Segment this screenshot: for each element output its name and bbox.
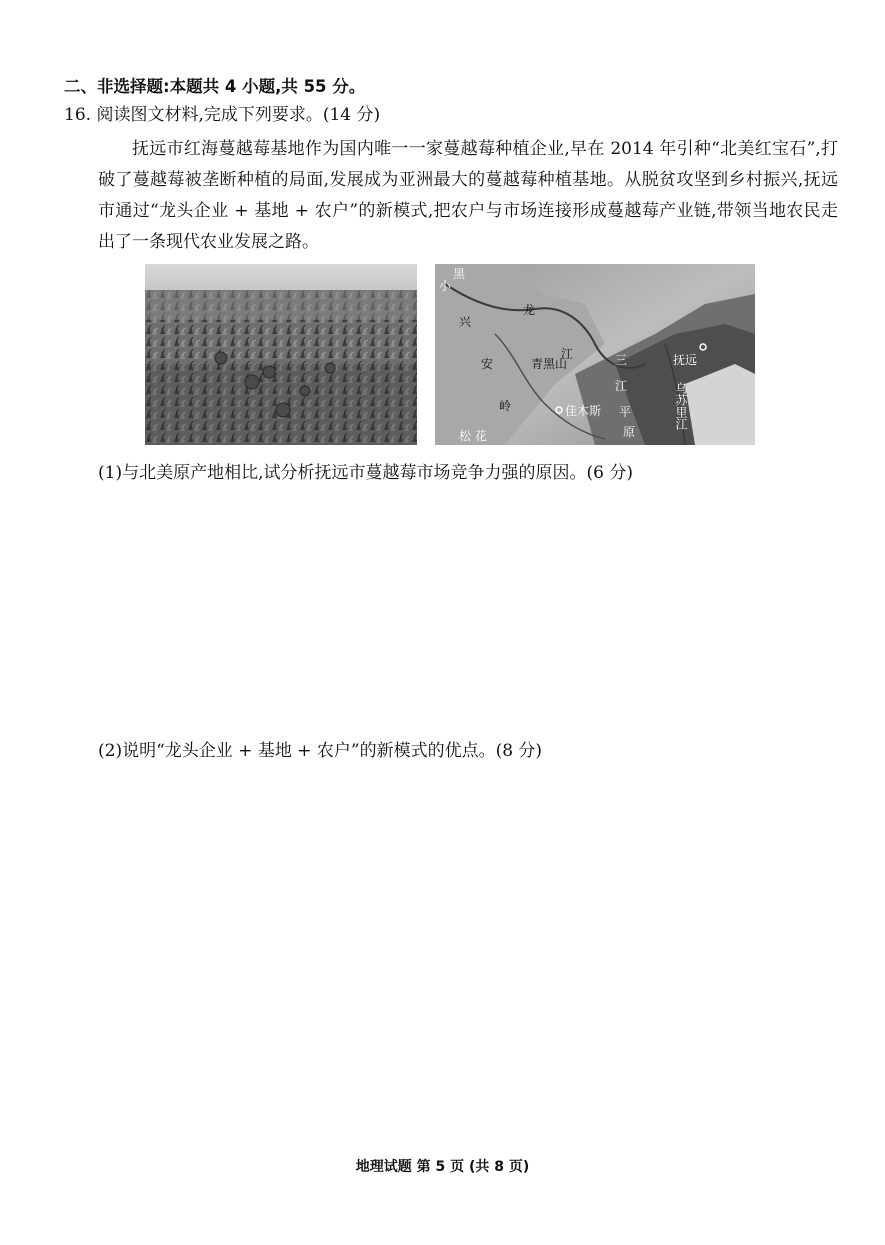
map-label-wusuli: 乌苏里江 (674, 382, 688, 430)
map-label-long: 龙 (523, 303, 536, 317)
cranberry-field-photo (145, 264, 417, 445)
map-label-jiang2: 江 (615, 379, 628, 393)
section-title: 二、非选择题:本题共 4 小题,共 55 分。 (64, 77, 366, 96)
map-label-qinghei-shan: 青黑山 (531, 357, 568, 371)
map-label-songhua: 松 花 (459, 429, 487, 443)
map-label-fuyuan: 抚远 (673, 353, 698, 367)
relief-map (435, 264, 755, 445)
map-label-yuan: 原 (623, 425, 636, 439)
page-footer: 地理试题 第 5 页 (共 8 页) (355, 1159, 530, 1175)
map-label-jiang: 江 (561, 347, 574, 361)
question-16-part-1: (1)与北美原产地相比,试分析抚远市蔓越莓市场竞争力强的原因。(6 分) (98, 463, 633, 483)
map-label-san: 三 (615, 353, 628, 367)
map-label-ling: 岭 (499, 399, 512, 413)
map-label-hei: 黑 (453, 267, 466, 281)
map-label-xing: 兴 (459, 315, 472, 329)
question-16-part-2: (2)说明“龙头企业 + 基地 + 农户”的新模式的优点。(8 分) (98, 741, 543, 761)
question-16-material: 抚远市红海蔓越莓基地作为国内唯一一家蔓越莓种植企业,早在 2014 年引种“北美红宝石”,打破了蔓越莓被垄断种植的局面,发展成为亚洲最大的蔓越莓种植基地。从脱贫攻坚到乡村振兴,抚远市通过“龙头企业 + 基地 + 农户”的新模式,把农户与市场连接形成蔓越莓产业链,带领当地农民走出了一条现代农业发展之路。 (98, 139, 838, 252)
question-16-title: 16. 阅读图文材料,完成下列要求。(14 分) (64, 105, 381, 125)
map-label-ping: 平 (619, 405, 632, 419)
map-label-jiamusi: 佳木斯 (565, 404, 602, 418)
map-label-an: 安 (481, 357, 494, 371)
map-label-xiao: 小 (439, 279, 452, 293)
